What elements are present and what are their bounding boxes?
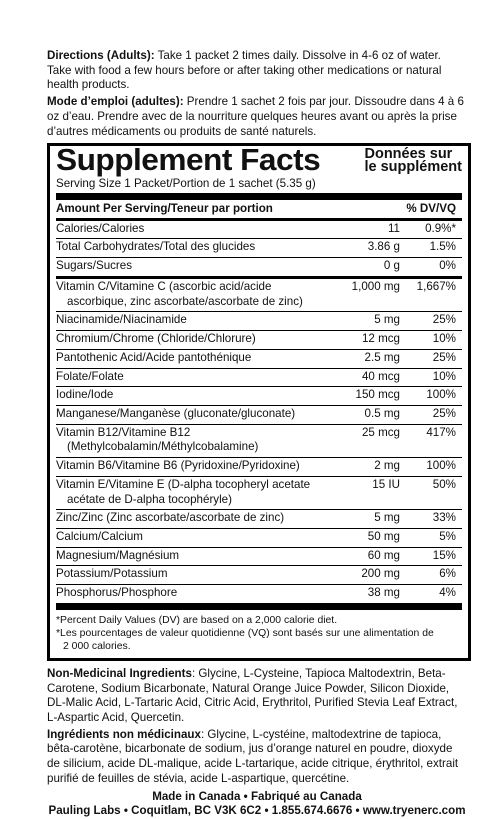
nutrient-amount: 0 g — [383, 259, 400, 273]
nutrient-amount: 12 mcg — [361, 332, 400, 346]
nutrient-name-main: Sugars/Sucres — [56, 259, 133, 273]
made-in-canada: Made in Canada • Fabriqué au Canada — [152, 789, 362, 803]
nutrient-dv: 100% — [426, 459, 456, 473]
nutrient-amount: 0.5 mg — [364, 406, 400, 420]
nutrient-amount: 200 mg — [361, 567, 400, 581]
nutrient-name — [56, 586, 338, 601]
nutrient-name-sub: acétate de D-alpha tocophéryle) — [67, 492, 232, 506]
nutrient-name-main: Magnesium/Magnésium — [56, 548, 180, 562]
nutrient-name — [56, 426, 338, 455]
nutrient-name — [56, 459, 338, 474]
nutrient-dv: 25% — [432, 406, 456, 420]
nutrient-name — [56, 332, 338, 347]
nutrient-name-sub: ascorbique, zinc ascorbate/ascorbate de zinc) — [67, 294, 303, 308]
nutrient-dv: 6% — [439, 567, 456, 581]
nutrient-name — [56, 567, 338, 582]
facts-header — [56, 142, 462, 178]
facts-row — [56, 369, 462, 388]
footnote-fr-cont: 2 000 calories. — [63, 640, 131, 652]
facts-row — [56, 425, 462, 458]
nutrient-dv: 25% — [432, 350, 456, 364]
facts-row — [56, 510, 462, 529]
nutrient-amount: 40 mcg — [361, 369, 400, 383]
nutrient-dv: 50% — [432, 477, 456, 491]
facts-title-fr — [365, 148, 463, 174]
nutrient-name — [56, 530, 338, 545]
nutrient-name — [56, 370, 338, 385]
nutrient-name-main: Vitamin B6/Vitamine B6 (Pyridoxine/Pyridoxine) — [56, 459, 300, 473]
facts-table-header — [56, 200, 462, 221]
facts-row — [56, 458, 462, 477]
nutrient-name-main: Folate/Folate — [56, 369, 124, 383]
facts-row — [56, 331, 462, 350]
nutrient-amount: 50 mg — [367, 529, 400, 543]
nutrient-amount: 5 mg — [374, 313, 400, 327]
nutrient-name-main: Total Carbohydrates/Total des glucides — [56, 240, 256, 254]
nutrient-name — [56, 351, 338, 366]
nutrient-name — [56, 388, 338, 403]
facts-row — [56, 221, 462, 240]
facts-row — [56, 548, 462, 567]
facts-row — [56, 585, 462, 610]
footnote-en: *Percent Daily Values (DV) are based on a 2,000 calorie diet. — [56, 614, 338, 626]
nutrient-name — [56, 407, 338, 422]
directions-fr — [47, 95, 467, 139]
nutrient-dv: 5% — [439, 529, 456, 543]
directions-en-text: Take 1 packet 2 times daily. Dissolve in 4-6 oz of water. Take with food a few hours before or after taking other medications or natural health products. — [47, 49, 442, 92]
nutrient-name-main: Vitamin C/Vitamine C (ascorbic acid/acide — [56, 279, 272, 293]
nutrient-amount: 2 mg — [374, 459, 400, 473]
nutrient-name-main: Pantothenic Acid/Acide pantothénique — [56, 350, 252, 364]
nutrient-dv: 1,667% — [416, 279, 456, 293]
nutrient-name-main: Vitamin B12/Vitamine B12 — [56, 425, 191, 439]
ingredients-en-text: : Glycine, L-Cysteine, Tapioca Maltodextrin, Beta-Carotene, Sodium Bicarbonate, Natural Orange Juice Powder, Silicon Dioxide, DL-Malic Acid, L-Tartaric Acid, Citric Acid, Erythritol, Purified Stevia Leaf Extract, L-Aspartic Acid, Quercetin. — [47, 666, 458, 724]
nutrient-amount: 3.86 g — [367, 240, 400, 254]
nutrient-name-main: Iodine/Iode — [56, 388, 114, 402]
nutrient-name-main: Calcium/Calcium — [56, 529, 143, 543]
nutrient-name-sub: (Methylcobalamin/Méthylcobalamine) — [67, 440, 259, 454]
nutrient-name-main: Manganese/Manganèse (gluconate/gluconate) — [56, 406, 296, 420]
footnote-fr: *Les pourcentages de valeur quotidienne (VQ) sont basés sur une alimentation de — [56, 627, 434, 639]
facts-footnote — [56, 610, 462, 658]
ingredients-fr-label: Ingrédients non médicinaux — [47, 727, 201, 741]
ingredients-fr-text: : Glycine, L-cystéine, maltodextrine de tapioca, bêta-carotène, bicarbonate de sodium, jus d’orange naturel en poudre, dioxyde de silicium, acide DL-malique, acide L-tartarique, acide citrique, érythritol, extrait purifié de feuilles de stévia, acide L-aspartique, quercétine. — [47, 727, 459, 785]
nutrient-name — [56, 478, 338, 507]
nutrient-dv: 0.9%* — [425, 221, 456, 235]
facts-rows — [56, 221, 462, 610]
nutrient-dv: 417% — [426, 425, 456, 439]
facts-row — [56, 566, 462, 585]
nutrient-dv: 33% — [432, 511, 456, 525]
nutrient-name-main: Phosphorus/Phosphore — [56, 586, 178, 600]
nutrient-amount: 1,000 mg — [351, 279, 400, 293]
directions-fr-label: Mode d’emploi (adultes): — [47, 95, 184, 109]
nutrient-name — [56, 280, 338, 309]
nutrient-dv: 0% — [439, 259, 456, 273]
nutrient-dv: 15% — [432, 548, 456, 562]
facts-title-fr-line1: Données sur — [364, 146, 453, 163]
facts-row — [56, 529, 462, 548]
directions-en-label: Directions (Adults): — [47, 49, 155, 62]
nutrient-dv: 10% — [432, 369, 456, 383]
nutrient-name-main: Calories/Calories — [56, 221, 145, 235]
nutrient-amount: 38 mg — [367, 586, 400, 600]
nutrient-name-main: Potassium/Potassium — [56, 567, 168, 581]
facts-row — [56, 477, 462, 510]
nutrient-amount: 60 mg — [367, 548, 400, 562]
directions-en — [47, 49, 467, 93]
nutrient-dv: 1.5% — [429, 240, 456, 254]
nutrient-name-main: Zinc/Zinc (Zinc ascorbate/ascorbate de zinc) — [56, 511, 285, 525]
supplement-facts-panel — [47, 143, 471, 661]
nutrient-amount: 11 — [387, 221, 400, 235]
nutrient-name — [56, 313, 338, 328]
facts-title-fr-line2: le supplément — [364, 159, 462, 176]
nutrient-name-main: Niacinamide/Niacinamide — [56, 313, 187, 327]
facts-row — [56, 350, 462, 369]
facts-row — [56, 279, 462, 312]
nutrient-name — [56, 240, 338, 255]
facts-title: Supplement Facts — [56, 142, 321, 178]
company-info: Pauling Labs • Coquitlam, BC V3K 6C2 • 1.855.674.6676 • www.tryenerc.com — [48, 804, 466, 818]
ingredients-fr — [47, 728, 467, 787]
nutrient-dv: 100% — [426, 388, 456, 402]
directions-fr-text: Prendre 1 sachet 2 fois par jour. Dissoudre dans 4 à 6 oz d’eau. Prendre avec de la nourriture quelques heures avant ou après la prise d’autres médicaments ou produits de santé naturels. — [47, 95, 464, 138]
nutrient-dv: 10% — [432, 332, 456, 346]
facts-row — [56, 239, 462, 258]
facts-row — [56, 312, 462, 331]
label-page — [47, 49, 467, 819]
ingredients-en-label: Non-Medicinal Ingredients — [47, 666, 192, 680]
nutrient-amount: 15 IU — [372, 477, 400, 491]
ingredients-en — [47, 667, 467, 726]
facts-row — [56, 406, 462, 425]
nutrient-amount: 25 mcg — [361, 425, 400, 439]
nutrient-name — [56, 259, 338, 274]
serving-size: Serving Size 1 Packet/Portion de 1 sachet (5.35 g) — [56, 175, 462, 200]
facts-row — [56, 258, 462, 279]
nutrient-dv: 25% — [432, 313, 456, 327]
facts-row — [56, 387, 462, 406]
nutrient-name — [56, 222, 338, 237]
nutrient-name — [56, 511, 338, 526]
nutrient-amount: 150 mcg — [355, 388, 400, 402]
nutrient-amount: 2.5 mg — [364, 350, 400, 364]
header-dv: % DV/VQ — [406, 202, 456, 216]
nutrient-name — [56, 549, 338, 564]
nutrient-name-main: Vitamin E/Vitamine E (D-alpha tocopheryl acetate — [56, 477, 311, 491]
nutrient-dv: 4% — [439, 586, 456, 600]
nutrient-amount: 5 mg — [374, 511, 400, 525]
nutrient-name-main: Chromium/Chrome (Chloride/Chlorure) — [56, 332, 256, 346]
header-amount-per-serving: Amount Per Serving/Teneur par portion — [56, 202, 273, 216]
